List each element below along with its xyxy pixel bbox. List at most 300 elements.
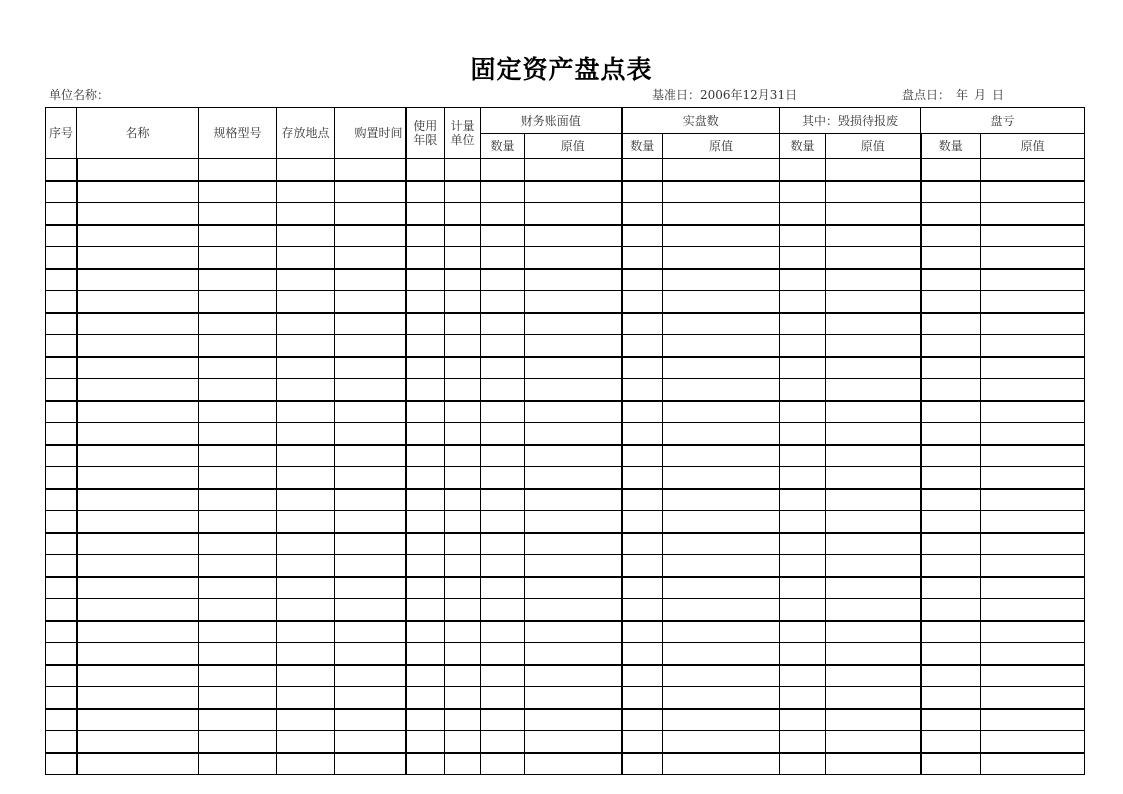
table-cell[interactable] xyxy=(199,203,277,225)
table-cell[interactable] xyxy=(525,203,622,225)
table-cell[interactable] xyxy=(77,335,199,357)
table-cell[interactable] xyxy=(445,533,481,555)
table-cell[interactable] xyxy=(525,511,622,533)
table-cell[interactable] xyxy=(826,643,921,665)
table-cell[interactable] xyxy=(277,753,335,775)
table-cell[interactable] xyxy=(826,687,921,709)
table-cell[interactable] xyxy=(277,599,335,621)
table-cell[interactable] xyxy=(921,247,981,269)
table-cell[interactable] xyxy=(277,225,335,247)
table-cell[interactable] xyxy=(199,577,277,599)
table-cell[interactable] xyxy=(663,533,780,555)
table-cell[interactable] xyxy=(46,753,77,775)
table-cell[interactable] xyxy=(77,599,199,621)
table-cell[interactable] xyxy=(335,621,406,643)
table-cell[interactable] xyxy=(481,291,525,313)
table-cell[interactable] xyxy=(277,203,335,225)
table-cell[interactable] xyxy=(663,181,780,203)
table-cell[interactable] xyxy=(335,291,406,313)
table-cell[interactable] xyxy=(981,181,1085,203)
table-cell[interactable] xyxy=(981,291,1085,313)
table-cell[interactable] xyxy=(780,203,826,225)
table-cell[interactable] xyxy=(481,335,525,357)
table-cell[interactable] xyxy=(525,467,622,489)
table-cell[interactable] xyxy=(525,225,622,247)
table-cell[interactable] xyxy=(77,643,199,665)
table-cell[interactable] xyxy=(199,357,277,379)
table-cell[interactable] xyxy=(46,181,77,203)
table-cell[interactable] xyxy=(663,665,780,687)
table-cell[interactable] xyxy=(663,555,780,577)
table-cell[interactable] xyxy=(981,467,1085,489)
table-cell[interactable] xyxy=(277,709,335,731)
table-cell[interactable] xyxy=(445,269,481,291)
table-cell[interactable] xyxy=(780,753,826,775)
table-cell[interactable] xyxy=(780,225,826,247)
table-cell[interactable] xyxy=(921,445,981,467)
table-cell[interactable] xyxy=(199,489,277,511)
table-cell[interactable] xyxy=(780,621,826,643)
table-cell[interactable] xyxy=(622,203,663,225)
table-cell[interactable] xyxy=(335,181,406,203)
table-cell[interactable] xyxy=(199,335,277,357)
table-cell[interactable] xyxy=(445,247,481,269)
table-cell[interactable] xyxy=(77,269,199,291)
table-cell[interactable] xyxy=(46,291,77,313)
table-cell[interactable] xyxy=(277,731,335,753)
table-cell[interactable] xyxy=(481,159,525,181)
table-cell[interactable] xyxy=(445,335,481,357)
table-cell[interactable] xyxy=(622,401,663,423)
table-cell[interactable] xyxy=(445,379,481,401)
table-cell[interactable] xyxy=(622,357,663,379)
table-cell[interactable] xyxy=(981,423,1085,445)
table-cell[interactable] xyxy=(622,335,663,357)
table-cell[interactable] xyxy=(921,533,981,555)
table-cell[interactable] xyxy=(445,489,481,511)
table-cell[interactable] xyxy=(826,357,921,379)
table-cell[interactable] xyxy=(525,621,622,643)
table-cell[interactable] xyxy=(481,731,525,753)
table-cell[interactable] xyxy=(277,159,335,181)
table-cell[interactable] xyxy=(406,203,445,225)
table-cell[interactable] xyxy=(663,643,780,665)
table-cell[interactable] xyxy=(525,709,622,731)
table-cell[interactable] xyxy=(77,159,199,181)
table-cell[interactable] xyxy=(921,753,981,775)
table-cell[interactable] xyxy=(445,401,481,423)
table-cell[interactable] xyxy=(622,687,663,709)
table-cell[interactable] xyxy=(77,247,199,269)
table-cell[interactable] xyxy=(199,291,277,313)
table-cell[interactable] xyxy=(46,599,77,621)
table-cell[interactable] xyxy=(622,709,663,731)
table-cell[interactable] xyxy=(406,159,445,181)
table-cell[interactable] xyxy=(921,511,981,533)
table-cell[interactable] xyxy=(525,159,622,181)
table-cell[interactable] xyxy=(780,445,826,467)
table-cell[interactable] xyxy=(46,621,77,643)
table-cell[interactable] xyxy=(826,247,921,269)
table-cell[interactable] xyxy=(335,599,406,621)
table-cell[interactable] xyxy=(199,467,277,489)
table-cell[interactable] xyxy=(199,643,277,665)
table-cell[interactable] xyxy=(481,401,525,423)
table-cell[interactable] xyxy=(77,423,199,445)
table-cell[interactable] xyxy=(525,555,622,577)
table-cell[interactable] xyxy=(826,731,921,753)
table-cell[interactable] xyxy=(335,269,406,291)
table-cell[interactable] xyxy=(981,313,1085,335)
table-cell[interactable] xyxy=(445,511,481,533)
table-cell[interactable] xyxy=(199,709,277,731)
table-cell[interactable] xyxy=(406,181,445,203)
table-cell[interactable] xyxy=(921,203,981,225)
table-cell[interactable] xyxy=(481,511,525,533)
table-cell[interactable] xyxy=(481,665,525,687)
table-cell[interactable] xyxy=(921,709,981,731)
table-cell[interactable] xyxy=(46,445,77,467)
table-cell[interactable] xyxy=(199,159,277,181)
table-cell[interactable] xyxy=(921,335,981,357)
table-cell[interactable] xyxy=(199,225,277,247)
table-cell[interactable] xyxy=(46,203,77,225)
table-cell[interactable] xyxy=(46,313,77,335)
table-cell[interactable] xyxy=(981,511,1085,533)
table-cell[interactable] xyxy=(826,511,921,533)
table-cell[interactable] xyxy=(981,753,1085,775)
table-cell[interactable] xyxy=(77,489,199,511)
table-cell[interactable] xyxy=(981,357,1085,379)
table-cell[interactable] xyxy=(406,753,445,775)
table-cell[interactable] xyxy=(921,621,981,643)
table-cell[interactable] xyxy=(525,291,622,313)
table-cell[interactable] xyxy=(406,291,445,313)
table-cell[interactable] xyxy=(622,511,663,533)
table-cell[interactable] xyxy=(826,599,921,621)
table-cell[interactable] xyxy=(525,599,622,621)
table-cell[interactable] xyxy=(780,533,826,555)
table-cell[interactable] xyxy=(77,467,199,489)
table-cell[interactable] xyxy=(77,511,199,533)
table-cell[interactable] xyxy=(921,269,981,291)
table-cell[interactable] xyxy=(622,643,663,665)
table-cell[interactable] xyxy=(663,291,780,313)
table-cell[interactable] xyxy=(525,401,622,423)
table-cell[interactable] xyxy=(46,665,77,687)
table-cell[interactable] xyxy=(826,423,921,445)
table-cell[interactable] xyxy=(277,313,335,335)
table-cell[interactable] xyxy=(981,577,1085,599)
table-cell[interactable] xyxy=(826,401,921,423)
table-cell[interactable] xyxy=(77,181,199,203)
table-cell[interactable] xyxy=(277,687,335,709)
table-cell[interactable] xyxy=(445,313,481,335)
table-cell[interactable] xyxy=(445,753,481,775)
table-cell[interactable] xyxy=(622,577,663,599)
table-cell[interactable] xyxy=(77,357,199,379)
table-cell[interactable] xyxy=(663,445,780,467)
table-cell[interactable] xyxy=(525,643,622,665)
table-cell[interactable] xyxy=(525,489,622,511)
table-cell[interactable] xyxy=(199,401,277,423)
table-cell[interactable] xyxy=(663,731,780,753)
table-cell[interactable] xyxy=(921,467,981,489)
table-cell[interactable] xyxy=(622,269,663,291)
table-cell[interactable] xyxy=(445,291,481,313)
table-cell[interactable] xyxy=(77,665,199,687)
table-cell[interactable] xyxy=(622,665,663,687)
table-cell[interactable] xyxy=(780,709,826,731)
table-cell[interactable] xyxy=(981,445,1085,467)
table-cell[interactable] xyxy=(199,313,277,335)
table-cell[interactable] xyxy=(335,731,406,753)
table-cell[interactable] xyxy=(981,643,1085,665)
table-cell[interactable] xyxy=(780,643,826,665)
table-cell[interactable] xyxy=(335,665,406,687)
table-cell[interactable] xyxy=(525,753,622,775)
table-cell[interactable] xyxy=(335,159,406,181)
table-cell[interactable] xyxy=(199,687,277,709)
table-cell[interactable] xyxy=(199,511,277,533)
table-cell[interactable] xyxy=(277,357,335,379)
table-cell[interactable] xyxy=(481,643,525,665)
table-cell[interactable] xyxy=(622,291,663,313)
table-cell[interactable] xyxy=(622,753,663,775)
table-cell[interactable] xyxy=(277,181,335,203)
table-cell[interactable] xyxy=(622,599,663,621)
table-cell[interactable] xyxy=(77,291,199,313)
table-cell[interactable] xyxy=(981,555,1085,577)
table-cell[interactable] xyxy=(199,379,277,401)
table-cell[interactable] xyxy=(445,577,481,599)
table-cell[interactable] xyxy=(77,687,199,709)
table-cell[interactable] xyxy=(77,731,199,753)
table-cell[interactable] xyxy=(622,225,663,247)
table-cell[interactable] xyxy=(46,357,77,379)
table-cell[interactable] xyxy=(780,731,826,753)
table-cell[interactable] xyxy=(622,533,663,555)
table-cell[interactable] xyxy=(481,753,525,775)
table-cell[interactable] xyxy=(663,401,780,423)
table-cell[interactable] xyxy=(921,577,981,599)
table-cell[interactable] xyxy=(663,687,780,709)
table-cell[interactable] xyxy=(622,313,663,335)
table-cell[interactable] xyxy=(663,577,780,599)
table-cell[interactable] xyxy=(77,555,199,577)
table-cell[interactable] xyxy=(622,621,663,643)
table-cell[interactable] xyxy=(46,709,77,731)
table-cell[interactable] xyxy=(335,709,406,731)
table-cell[interactable] xyxy=(826,291,921,313)
table-cell[interactable] xyxy=(77,577,199,599)
table-cell[interactable] xyxy=(921,291,981,313)
table-cell[interactable] xyxy=(663,599,780,621)
table-cell[interactable] xyxy=(199,181,277,203)
table-cell[interactable] xyxy=(406,225,445,247)
table-cell[interactable] xyxy=(481,555,525,577)
table-cell[interactable] xyxy=(406,555,445,577)
table-cell[interactable] xyxy=(46,379,77,401)
table-cell[interactable] xyxy=(921,401,981,423)
table-cell[interactable] xyxy=(921,181,981,203)
table-cell[interactable] xyxy=(406,269,445,291)
table-cell[interactable] xyxy=(826,335,921,357)
table-cell[interactable] xyxy=(921,225,981,247)
table-cell[interactable] xyxy=(406,665,445,687)
table-cell[interactable] xyxy=(335,511,406,533)
table-cell[interactable] xyxy=(481,247,525,269)
table-cell[interactable] xyxy=(277,511,335,533)
table-cell[interactable] xyxy=(780,159,826,181)
table-cell[interactable] xyxy=(663,489,780,511)
table-cell[interactable] xyxy=(826,489,921,511)
table-cell[interactable] xyxy=(663,511,780,533)
table-cell[interactable] xyxy=(406,533,445,555)
table-cell[interactable] xyxy=(335,203,406,225)
table-cell[interactable] xyxy=(780,665,826,687)
table-cell[interactable] xyxy=(780,555,826,577)
table-cell[interactable] xyxy=(663,621,780,643)
table-cell[interactable] xyxy=(780,335,826,357)
table-cell[interactable] xyxy=(335,225,406,247)
table-cell[interactable] xyxy=(780,599,826,621)
table-cell[interactable] xyxy=(525,577,622,599)
table-cell[interactable] xyxy=(826,467,921,489)
table-cell[interactable] xyxy=(622,379,663,401)
table-cell[interactable] xyxy=(77,533,199,555)
table-cell[interactable] xyxy=(199,269,277,291)
table-cell[interactable] xyxy=(921,665,981,687)
table-cell[interactable] xyxy=(406,621,445,643)
table-cell[interactable] xyxy=(981,533,1085,555)
table-cell[interactable] xyxy=(826,665,921,687)
table-cell[interactable] xyxy=(46,577,77,599)
table-cell[interactable] xyxy=(46,511,77,533)
table-cell[interactable] xyxy=(199,247,277,269)
table-cell[interactable] xyxy=(981,489,1085,511)
table-cell[interactable] xyxy=(921,555,981,577)
table-cell[interactable] xyxy=(445,467,481,489)
table-cell[interactable] xyxy=(406,643,445,665)
table-cell[interactable] xyxy=(780,687,826,709)
table-cell[interactable] xyxy=(406,467,445,489)
table-cell[interactable] xyxy=(199,555,277,577)
table-cell[interactable] xyxy=(481,225,525,247)
table-cell[interactable] xyxy=(981,709,1085,731)
table-cell[interactable] xyxy=(921,379,981,401)
table-cell[interactable] xyxy=(525,181,622,203)
table-cell[interactable] xyxy=(77,753,199,775)
table-cell[interactable] xyxy=(981,731,1085,753)
table-cell[interactable] xyxy=(46,225,77,247)
table-cell[interactable] xyxy=(277,445,335,467)
table-cell[interactable] xyxy=(663,379,780,401)
table-cell[interactable] xyxy=(481,709,525,731)
table-cell[interactable] xyxy=(199,533,277,555)
table-cell[interactable] xyxy=(481,445,525,467)
table-cell[interactable] xyxy=(335,423,406,445)
table-cell[interactable] xyxy=(445,621,481,643)
table-cell[interactable] xyxy=(335,247,406,269)
table-cell[interactable] xyxy=(77,225,199,247)
table-cell[interactable] xyxy=(77,313,199,335)
table-cell[interactable] xyxy=(981,159,1085,181)
table-cell[interactable] xyxy=(335,577,406,599)
table-cell[interactable] xyxy=(981,203,1085,225)
table-cell[interactable] xyxy=(481,533,525,555)
table-cell[interactable] xyxy=(826,313,921,335)
table-cell[interactable] xyxy=(277,577,335,599)
table-cell[interactable] xyxy=(406,335,445,357)
table-cell[interactable] xyxy=(622,555,663,577)
table-cell[interactable] xyxy=(277,401,335,423)
table-cell[interactable] xyxy=(335,379,406,401)
table-cell[interactable] xyxy=(780,379,826,401)
table-cell[interactable] xyxy=(663,335,780,357)
table-cell[interactable] xyxy=(525,357,622,379)
table-cell[interactable] xyxy=(77,709,199,731)
table-cell[interactable] xyxy=(981,687,1085,709)
table-cell[interactable] xyxy=(663,357,780,379)
table-cell[interactable] xyxy=(335,753,406,775)
table-cell[interactable] xyxy=(277,291,335,313)
table-cell[interactable] xyxy=(481,379,525,401)
table-cell[interactable] xyxy=(826,203,921,225)
table-cell[interactable] xyxy=(826,753,921,775)
table-cell[interactable] xyxy=(46,643,77,665)
table-cell[interactable] xyxy=(780,577,826,599)
table-cell[interactable] xyxy=(525,379,622,401)
table-cell[interactable] xyxy=(77,445,199,467)
table-cell[interactable] xyxy=(445,445,481,467)
table-cell[interactable] xyxy=(406,489,445,511)
table-cell[interactable] xyxy=(921,489,981,511)
table-cell[interactable] xyxy=(921,687,981,709)
table-cell[interactable] xyxy=(525,247,622,269)
table-cell[interactable] xyxy=(277,269,335,291)
table-cell[interactable] xyxy=(981,335,1085,357)
table-cell[interactable] xyxy=(826,159,921,181)
table-cell[interactable] xyxy=(46,335,77,357)
table-cell[interactable] xyxy=(445,643,481,665)
table-cell[interactable] xyxy=(826,709,921,731)
table-cell[interactable] xyxy=(481,357,525,379)
table-cell[interactable] xyxy=(921,159,981,181)
table-cell[interactable] xyxy=(921,731,981,753)
table-cell[interactable] xyxy=(525,335,622,357)
table-cell[interactable] xyxy=(663,313,780,335)
table-cell[interactable] xyxy=(77,621,199,643)
table-cell[interactable] xyxy=(277,335,335,357)
table-cell[interactable] xyxy=(46,467,77,489)
table-cell[interactable] xyxy=(663,467,780,489)
table-cell[interactable] xyxy=(622,159,663,181)
table-cell[interactable] xyxy=(780,181,826,203)
table-cell[interactable] xyxy=(780,467,826,489)
table-cell[interactable] xyxy=(335,643,406,665)
table-cell[interactable] xyxy=(46,489,77,511)
table-cell[interactable] xyxy=(277,665,335,687)
table-cell[interactable] xyxy=(826,533,921,555)
table-cell[interactable] xyxy=(921,643,981,665)
table-cell[interactable] xyxy=(481,687,525,709)
table-cell[interactable] xyxy=(335,445,406,467)
table-cell[interactable] xyxy=(335,467,406,489)
table-cell[interactable] xyxy=(406,511,445,533)
table-cell[interactable] xyxy=(199,599,277,621)
table-cell[interactable] xyxy=(981,401,1085,423)
